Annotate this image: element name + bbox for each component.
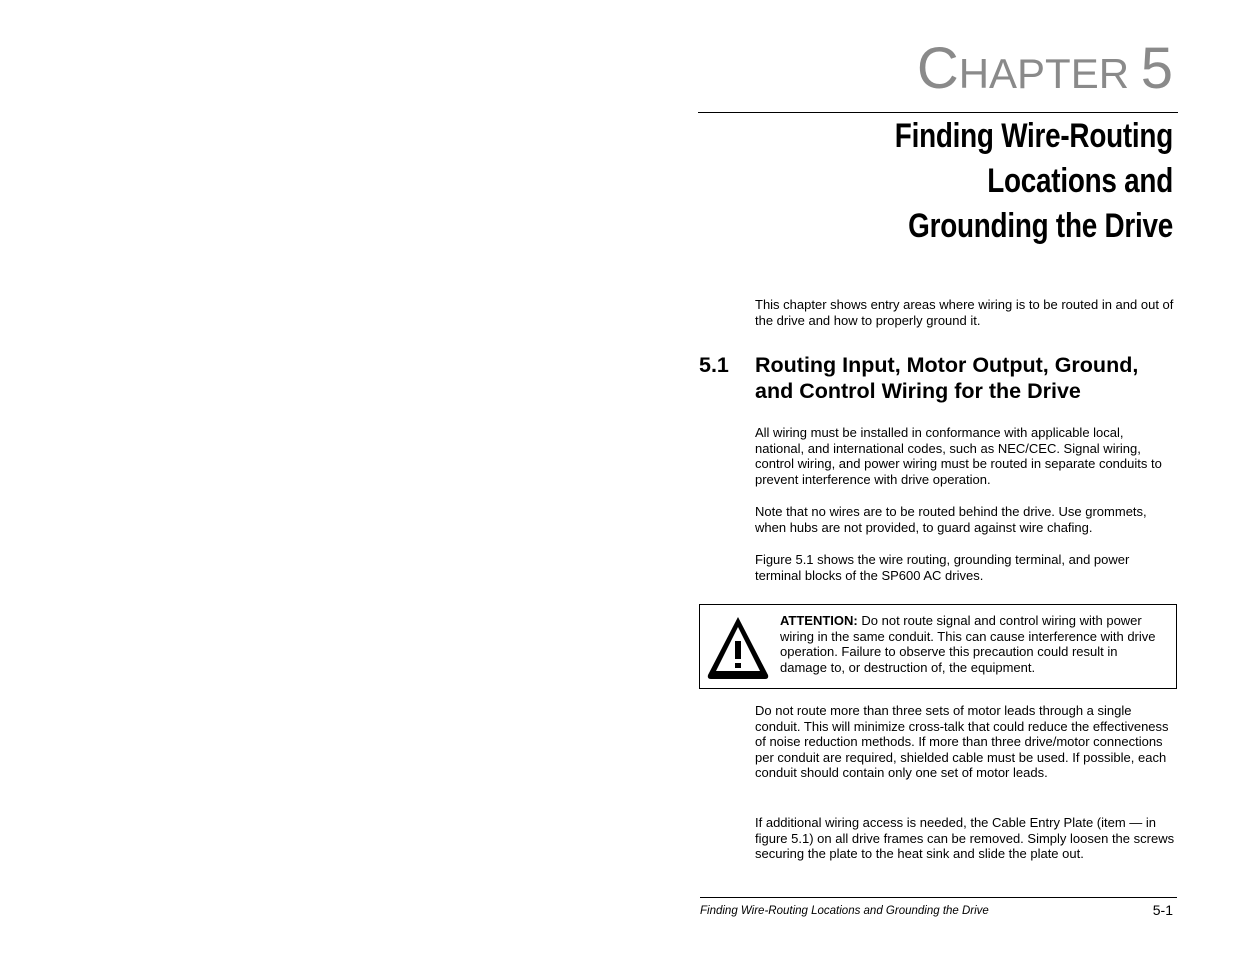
footer-divider [700,897,1177,898]
chapter-number: 5 [1140,36,1173,101]
body-paragraph-5: If additional wiring access is needed, the Cable Entry Plate (item — in figure 5.1) on all drive frames can be removed. Simply loosen the screws securing the plate to the heat sink and slide the plate out. [755,815,1175,861]
warning-triangle-icon [704,613,772,681]
chapter-title-line-1: Finding Wire-Routing [894,117,1173,155]
section-number: 5.1 [699,353,729,377]
chapter-title [788,114,1173,249]
chapter-label-rest: HAPTER [958,50,1130,97]
intro-paragraph: This chapter shows entry areas where wiring is to be routed in and out of the drive and how to properly ground it. [755,297,1174,328]
body-paragraph-1: All wiring must be installed in conformance with applicable local, national, and international codes, such as NEC/CEC. Signal wiring, control wiring, and power wiring must be routed in separate conduits to prevent interference with drive operation. [755,425,1162,487]
chapter-divider [698,112,1178,113]
attention-text [780,613,1168,675]
attention-label: ATTENTION: [780,613,858,628]
section-title: Routing Input, Motor Output, Ground, and Control Wiring for the Drive [755,353,1139,403]
attention-message: Do not route signal and control wiring with power wiring in the same conduit. This can cause interference with drive operation. Failure to observe this precaution could result in damage to, or destruction of, the equipment. [780,613,1156,675]
footer-title: Finding Wire-Routing Locations and Grounding the Drive [700,905,989,917]
chapter-title-line-2: Locations and [987,162,1173,200]
body-paragraph-4: Do not route more than three sets of motor leads through a single conduit. This will minimize cross-talk that could reduce the effectiveness of noise reduction methods. If more than three drive/motor connections per conduit are required, shielded cable must be used. If possible, each conduit should contain only one set of motor leads. [755,703,1169,780]
body-paragraph-2: Note that no wires are to be routed behind the drive. Use grommets, when hubs are not provided, to guard against wire chafing. [755,504,1147,535]
chapter-title-line-3: Grounding the Drive [908,207,1173,245]
chapter-label [916,36,1173,101]
page-number: 5-1 [1152,902,1173,918]
body-paragraph-3: Figure 5.1 shows the wire routing, grounding terminal, and power terminal blocks of the SP600 AC drives. [755,552,1130,583]
chapter-label-initial: C [916,36,959,101]
attention-box [699,604,1177,689]
